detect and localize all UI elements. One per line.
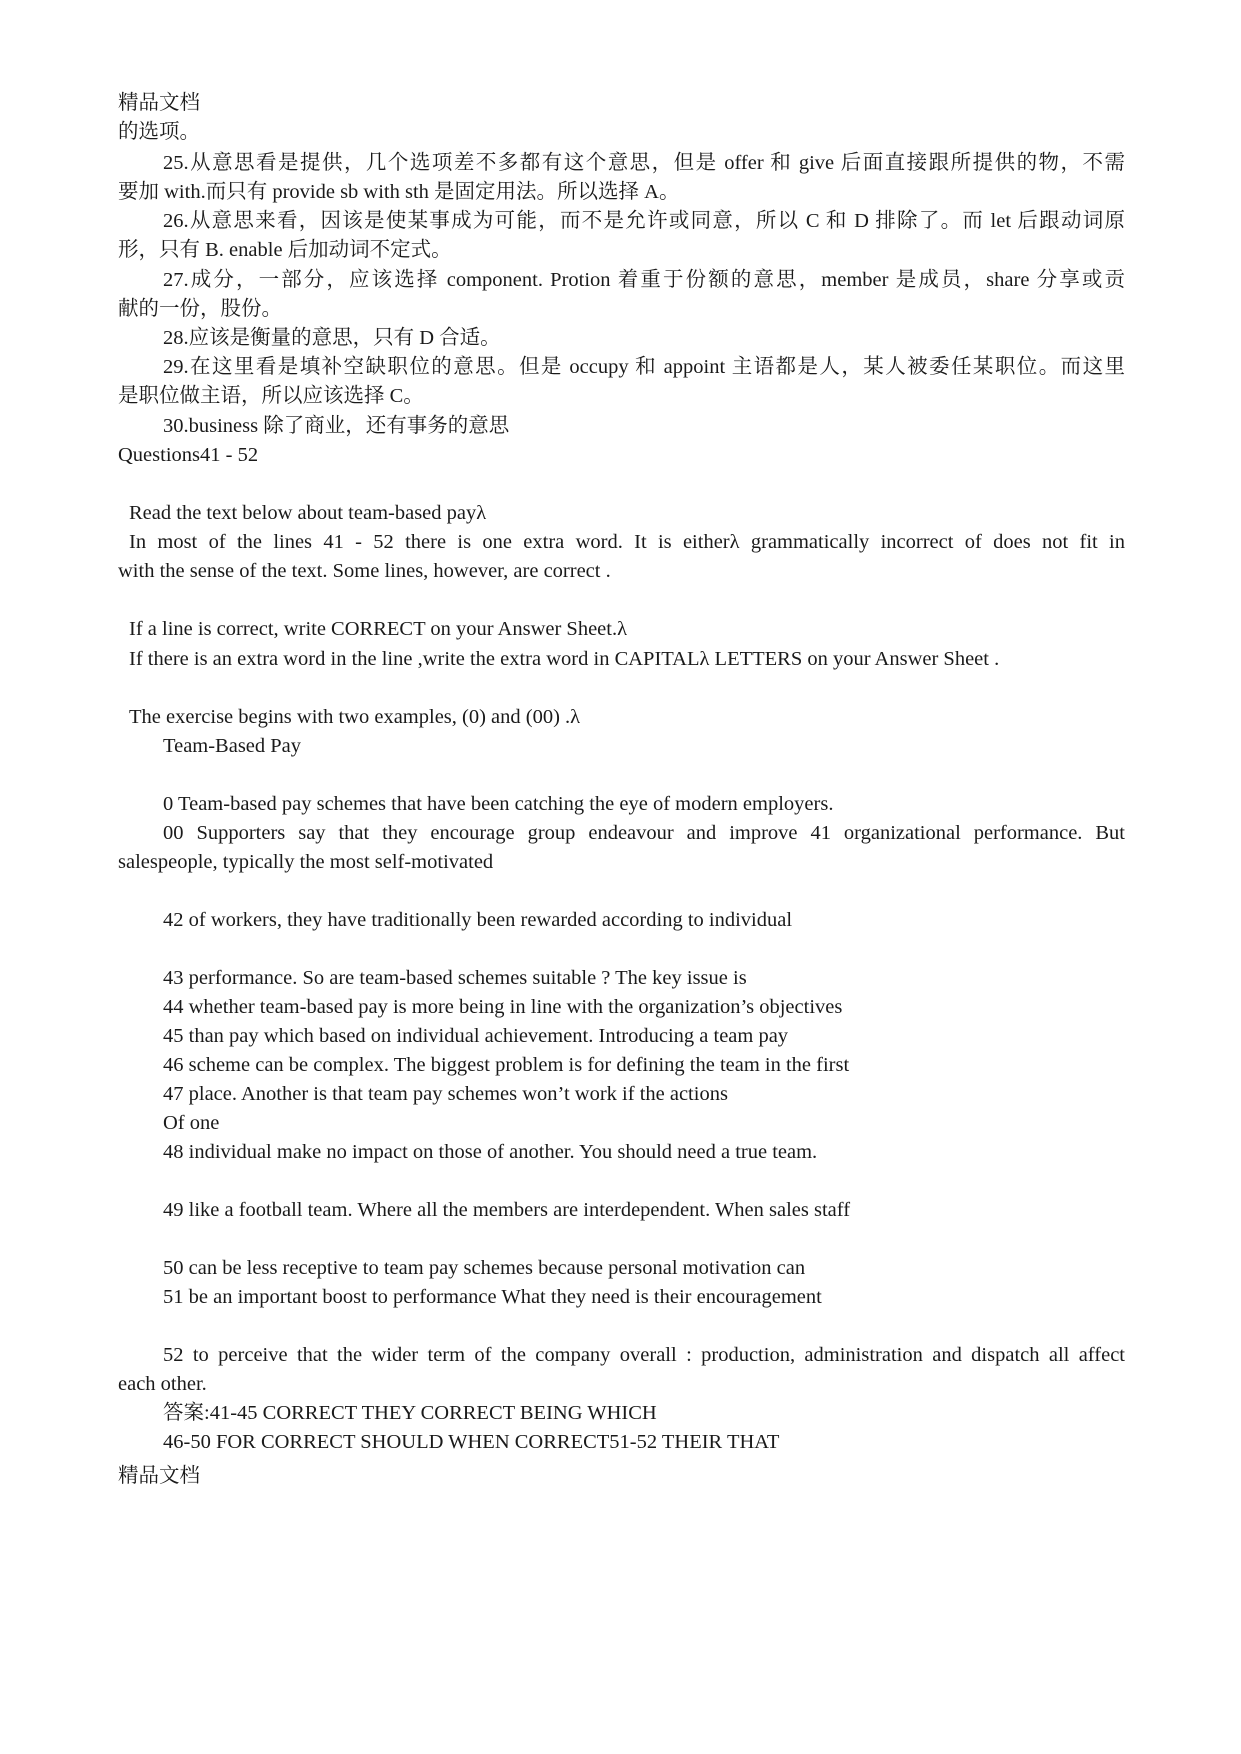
page-header: 精品文档	[118, 92, 200, 114]
instruction-line: with the sense of the text. Some lines, however, are correct .	[118, 560, 611, 582]
passage-line: 00 Supporters say that they encourage group endeavour and improve 41 organizational performance. But	[163, 822, 1125, 844]
section-heading: Questions41 - 52	[118, 444, 259, 466]
answer-line: 46-50 FOR CORRECT SHOULD WHEN CORRECT51-52 THEIR THAT	[163, 1431, 780, 1453]
passage-line: 51 be an important boost to performance What they need is their encouragement	[163, 1286, 822, 1308]
passage-line: 52 to perceive that the wider term of the company overall : production, administration and dispatch all affect	[163, 1344, 1125, 1366]
passage-line: 45 than pay which based on individual achievement. Introducing a team pay	[163, 1025, 789, 1047]
passage-line: 46 scheme can be complex. The biggest problem is for defining the team in the first	[163, 1054, 850, 1076]
text-line: 28.应该是衡量的意思，只有 D 合适。	[163, 327, 501, 349]
passage-line: 0 Team-based pay schemes that have been catching the eye of modern employers.	[163, 793, 834, 815]
passage-line: 49 like a football team. Where all the members are interdependent. When sales staff	[163, 1199, 851, 1221]
page-footer: 精品文档	[118, 1465, 200, 1487]
passage-line: Of one	[163, 1112, 220, 1134]
text-line: 的选项。	[118, 121, 200, 143]
text-line: 献的一份，股份。	[118, 298, 282, 320]
text-line: 是职位做主语，所以应该选择 C。	[118, 385, 424, 407]
passage-line: 42 of workers, they have traditionally been rewarded according to individual	[163, 909, 793, 931]
passage-line: 48 individual make no impact on those of another. You should need a true team.	[163, 1141, 818, 1163]
text-line: 29.在这里看是填补空缺职位的意思。但是 occupy 和 appoint 主语都是人，某人被委任某职位。而这里	[163, 356, 1125, 378]
passage-line: salespeople, typically the most self-motivated	[118, 851, 494, 873]
passage-line: 50 can be less receptive to team pay schemes because personal motivation can	[163, 1257, 806, 1279]
instruction-line: In most of the lines 41 - 52 there is one extra word. It is eitherλ grammatically incorrect of does not fit in	[129, 531, 1125, 553]
text-line: 26.从意思来看，因该是使某事成为可能，而不是允许或同意，所以 C 和 D 排除了。而 let 后跟动词原	[163, 210, 1125, 232]
passage-line: each other.	[118, 1373, 207, 1395]
answer-line: 答案:41-45 CORRECT THEY CORRECT BEING WHICH	[163, 1402, 657, 1424]
instruction-line: Read the text below about team-based payλ	[129, 502, 487, 524]
text-line: 25.从意思看是提供，几个选项差不多都有这个意思，但是 offer 和 give 后面直接跟所提供的物，不需	[163, 152, 1125, 174]
passage-title: Team-Based Pay	[163, 735, 302, 757]
instruction-line: The exercise begins with two examples, (0) and (00) .λ	[129, 706, 581, 728]
passage-line: 43 performance. So are team-based schemes suitable ? The key issue is	[163, 967, 747, 989]
text-line: 30.business 除了商业，还有事务的意思	[163, 415, 510, 437]
passage-line: 44 whether team-based pay is more being in line with the organization’s objectives	[163, 996, 843, 1018]
text-line: 形，只有 B. enable 后加动词不定式。	[118, 239, 452, 261]
text-line: 27.成分，一部分，应该选择 component. Protion 着重于份额的意思，member 是成员，share 分享或贡	[163, 269, 1125, 291]
instruction-line: If there is an extra word in the line ,write the extra word in CAPITALλ LETTERS on your Answer Sheet .	[129, 648, 1000, 670]
instruction-line: If a line is correct, write CORRECT on your Answer Sheet.λ	[129, 618, 628, 640]
text-line: 要加 with.而只有 provide sb with sth 是固定用法。所以选择 A。	[118, 181, 680, 203]
passage-line: 47 place. Another is that team pay schemes won’t work if the actions	[163, 1083, 728, 1105]
